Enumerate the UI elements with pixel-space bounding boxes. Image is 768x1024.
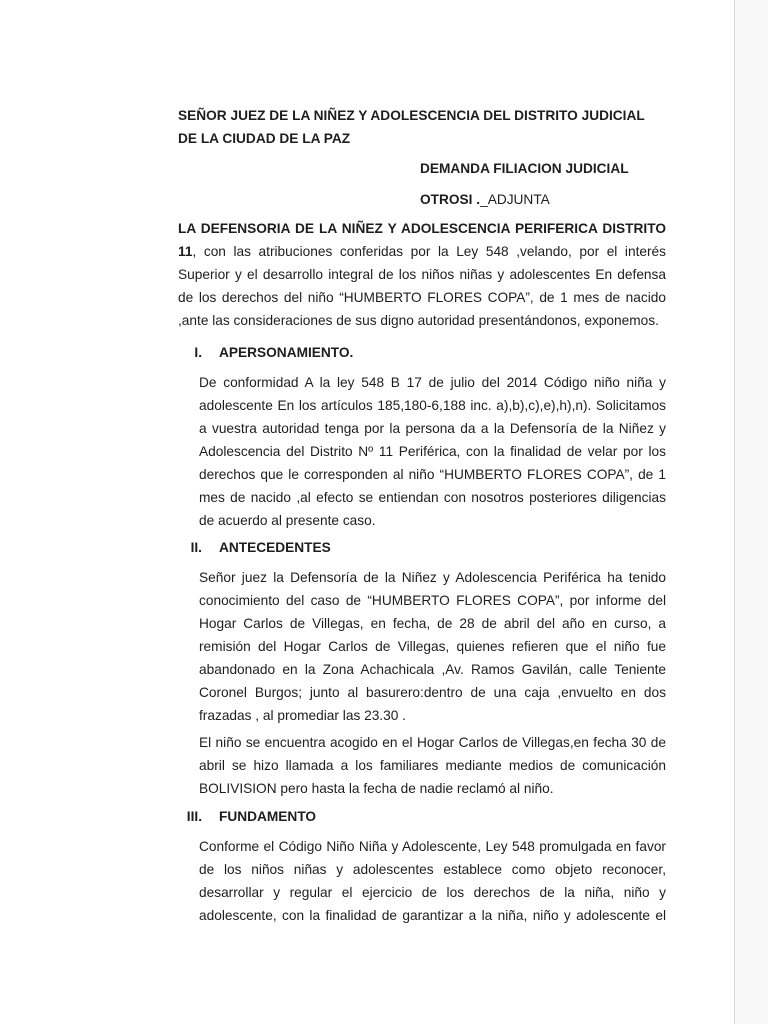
text-line: Superior y el desarrollo integral de los niños niñas y adolescentes En defensa — [178, 267, 666, 282]
section-heading-antecedentes — [160, 536, 560, 559]
text-line: de los derechos del niño “HUMBERTO FLORES COPA”, de 1 mes de nacido — [178, 290, 666, 305]
text-line: ,ante las consideraciones de sus digno autoridad presentándonos, exponemos. — [178, 313, 659, 328]
paragraph — [199, 731, 666, 800]
addressee-line: DE LA CIUDAD DE LA PAZ — [178, 131, 351, 146]
otrosi-label: OTROSI . — [420, 192, 481, 207]
text-line: abandonado en la Zona Achachicala ,Av. Ramos Gavilán, calle Teniente — [199, 662, 666, 677]
section-heading-fundamento — [160, 805, 560, 828]
text-line: conocimiento del caso de “HUMBERTO FLORES COPA”, por informe del — [199, 593, 666, 608]
text-line: De conformidad A la ley 548 B 17 de julio del 2014 Código niño niña y — [199, 375, 666, 390]
text-line: frazadas , al promediar las 23.30 . — [199, 708, 406, 723]
text-line: desarrollar y regular el ejercicio de los derechos de la niña, niño y — [199, 885, 666, 900]
section-numeral: III. — [186, 809, 202, 824]
document-subject: DEMANDA FILIACION JUDICIAL — [420, 161, 629, 176]
text-line: Señor juez la Defensoría de la Niñez y Adolescencia Periférica ha tenido — [199, 570, 666, 585]
text-line: Coronel Burgos; junto al basurero:dentro de una caja ,envuelto en dos — [199, 685, 666, 700]
section-numeral: II. — [190, 540, 202, 555]
text-line: abril se hizo llamada a los familiares mediante medios de comunicación — [199, 758, 666, 773]
section-title: FUNDAMENTO — [219, 809, 317, 824]
text-line: Conforme el Código Niño Niña y Adolescente, Ley 548 promulgada en favor — [199, 839, 666, 854]
text-line: BOLIVISION pero hasta la fecha de nadie reclamó al niño. — [199, 781, 554, 796]
text-line: adolescente En los artículos 185,180-6,188 inc. a),b),c),e),h),n). Solicitamos — [199, 398, 666, 413]
text-line: a vuestra autoridad tenga por la persona da a la Defensoría de la Niñez y — [199, 421, 666, 436]
text-line: de acuerdo al presente caso. — [199, 513, 376, 528]
otrosi-line — [420, 188, 720, 211]
addressee-line: SEÑOR JUEZ DE LA NIÑEZ Y ADOLESCENCIA DEL DISTRITO JUDICIAL — [178, 108, 645, 123]
paragraph — [199, 566, 666, 727]
paragraph — [199, 371, 666, 532]
text-line: LA DEFENSORIA DE LA NIÑEZ Y ADOLESCENCIA PERIFERICA DISTRITO — [178, 221, 666, 236]
otrosi-value: _ADJUNTA — [480, 192, 550, 207]
section-heading-apersonamiento — [160, 341, 560, 364]
text-line: Hogar Carlos de Villegas, en fecha, de 28 de abril del año en curso, a — [199, 616, 666, 631]
section-title: APERSONAMIENTO. — [219, 345, 354, 360]
text-line: remisión del Hogar Carlos de Villegas, quienes refieren que el niño fue — [199, 639, 666, 654]
text-line-rest: , con las atribuciones conferidas por la Ley 548 ,velando, por el interés — [192, 244, 666, 259]
district-number: 11 — [178, 244, 193, 259]
text-line: derechos que le corresponden al niño “HUMBERTO FLORES COPA”, de 1 — [199, 467, 666, 482]
text-line: adolescente, con la finalidad de garantizar a la niña, niño y adolescente el — [199, 908, 666, 923]
addressee — [178, 104, 698, 150]
section-title: ANTECEDENTES — [219, 540, 331, 555]
paragraph — [199, 835, 666, 927]
intro-paragraph — [178, 217, 666, 332]
text-line: El niño se encuentra acogido en el Hogar Carlos de Villegas,en fecha 30 de — [199, 735, 666, 750]
text-line — [178, 240, 666, 263]
page-margin — [735, 0, 768, 1024]
text-line: Adolescencia del Distrito Nº 11 Periférica, con la finalidad de velar por los — [199, 444, 666, 459]
text-line: de los niños niñas y adolescentes establece como objeto reconocer, — [199, 862, 666, 877]
section-numeral: I. — [194, 345, 202, 360]
text-line: mes de nacido ,al efecto se entiendan con nosotros posteriores diligencias — [199, 490, 666, 505]
